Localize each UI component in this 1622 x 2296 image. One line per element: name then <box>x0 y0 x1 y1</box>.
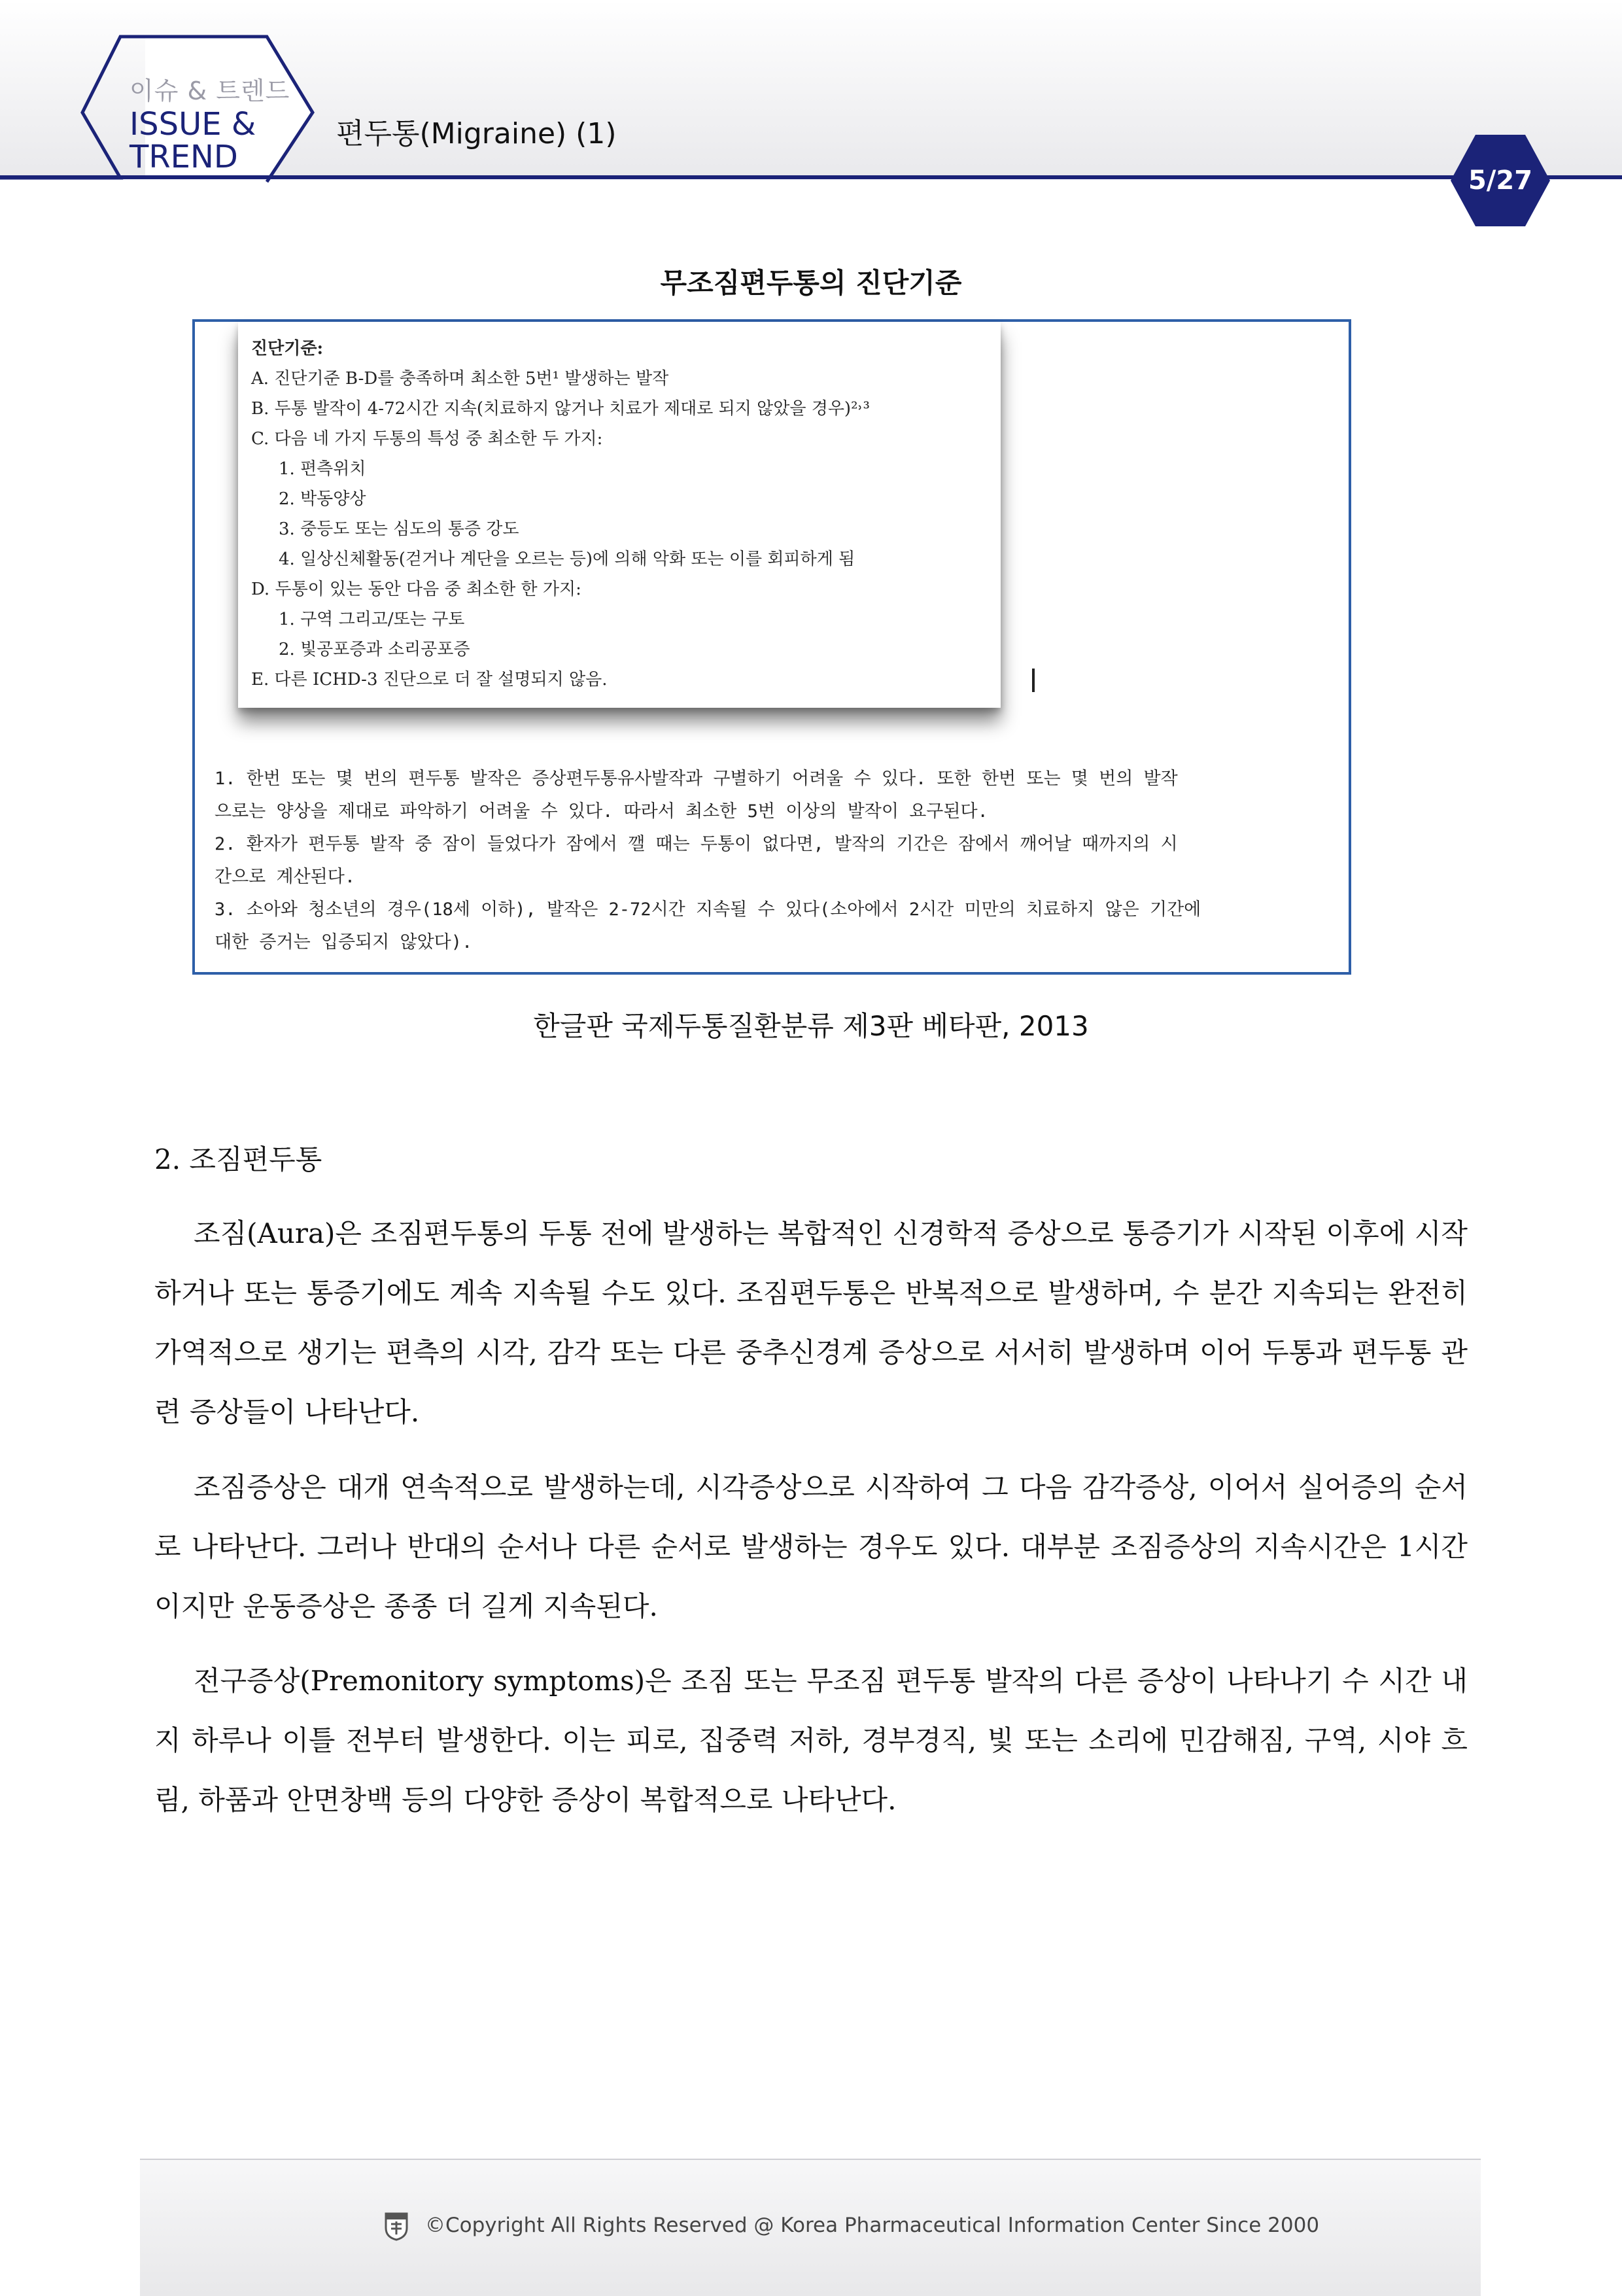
logo-trend: TREND <box>129 139 238 175</box>
figure-title: 무조짐편두통의 진단기준 <box>660 267 962 299</box>
paragraph: 조짐(Aura)은 조짐편두통의 두통 전에 발생하는 복합적인 신경학적 증상으로 통증기가 시작된 이후에 시작하거나 또는 통증기에도 계속 지속될 수도 있다. 조짐편두통은 반복적으로 발생하며, 수 분간 지속되는 완전히 가역적으로 생기는 편측의 시각, 감각 또는 다른 중추신경계 증상으로 서서히 발생하며 이어 두통과 편두통 관련 증상들이 나타난다. <box>154 1217 1468 1428</box>
paragraph: 전구증상(Premonitory symptoms)은 조짐 또는 무조짐 편두통 발작의 다른 증상이 나타나기 수 시간 내지 하루나 이틀 전부터 발생한다. 이는 피로, 집중력 저하, 경부경직, 빛 또는 소리에 민감해짐, 구역, 시야 흐림, 하품과 안면창백 등의 다양한 증상이 복합적으로 나타난다. <box>154 1665 1468 1816</box>
footnote-line: 1. 한번 또는 몇 번의 편두통 발작은 증상편두통유사발작과 구별하기 어려울 수 있다. 또한 한번 또는 몇 번의 발작 <box>215 769 1178 789</box>
page-indicator: 5/27 <box>1468 165 1533 196</box>
footnote-line: 3. 소아와 청소년의 경우(18세 이하), 발작은 2-72시간 지속될 수 있다(소아에서 2시간 미만의 치료하지 않은 기간에 <box>215 899 1201 920</box>
copyright-text: ©Copyright All Rights Reserved @ Korea Pharmaceutical Information Center Since 2000 <box>425 2214 1320 2237</box>
criteria-card <box>238 322 1001 708</box>
criteria-subitem: 1. 편측위치 <box>279 459 366 479</box>
logo-subtitle: 이슈 & 트렌드 <box>129 77 290 105</box>
text-cursor-mark <box>1032 669 1035 692</box>
criteria-heading: 진단기준: <box>251 339 324 358</box>
header-divider <box>0 175 1622 179</box>
footnote-line: 으로는 양상을 제대로 파악하기 어려울 수 있다. 따라서 최소한 5번 이상의 발작이 요구된다. <box>215 801 988 822</box>
criteria-item: B. 두통 발작이 4-72시간 지속(치료하지 않거나 치료가 제대로 되지 않았을 경우)²˒³ <box>251 399 870 419</box>
paragraph: 조짐증상은 대개 연속적으로 발생하는데, 시각증상으로 시작하여 그 다음 감각증상, 이어서 실어증의 순서로 나타난다. 그러나 반대의 순서나 다른 순서로 발생하는 경우도 있다. 대부분 조짐증상의 지속시간은 1시간이지만 운동증상은 종종 더 길게 지속된다. <box>154 1471 1468 1622</box>
criteria-figure <box>192 319 1351 975</box>
criteria-item: C. 다음 네 가지 두통의 특성 중 최소한 두 가지: <box>251 429 603 449</box>
logo-issue: ISSUE & <box>129 106 256 143</box>
footnotes <box>215 763 1326 959</box>
criteria-subitem: 4. 일상신체활동(걷거나 계단을 오르는 등)에 의해 악화 또는 이를 회피하게 됨 <box>279 549 855 569</box>
criteria-item: E. 다른 ICHD-3 진단으로 더 잘 설명되지 않음. <box>251 670 608 689</box>
criteria-subitem: 1. 구역 그리고/또는 구토 <box>279 610 465 629</box>
criteria-subitem: 3. 중등도 또는 심도의 통증 강도 <box>279 519 519 539</box>
shield-crest-icon <box>383 2211 409 2241</box>
footnote-line: 간으로 계산된다. <box>215 867 356 887</box>
section-heading: 2. 조짐편두통 <box>154 1143 322 1175</box>
footnote-line: 대한 증거는 입증되지 않았다). <box>215 932 473 952</box>
criteria-item: A. 진단기준 B-D를 충족하며 최소한 5번¹ 발생하는 발작 <box>251 369 669 389</box>
page-title: 편두통(Migraine) (1) <box>336 117 617 150</box>
criteria-subitem: 2. 박동양상 <box>279 489 366 509</box>
criteria-item: D. 두통이 있는 동안 다음 중 최소한 한 가지: <box>251 580 581 599</box>
footnote-line: 2. 환자가 편두통 발작 중 잠이 들었다가 잠에서 깰 때는 두통이 없다면, 발작의 기간은 잠에서 깨어날 때까지의 시 <box>215 834 1178 854</box>
figure-caption: 한글판 국제두통질환분류 제3판 베타판, 2013 <box>533 1010 1089 1042</box>
criteria-subitem: 2. 빛공포증과 소리공포증 <box>279 640 470 659</box>
